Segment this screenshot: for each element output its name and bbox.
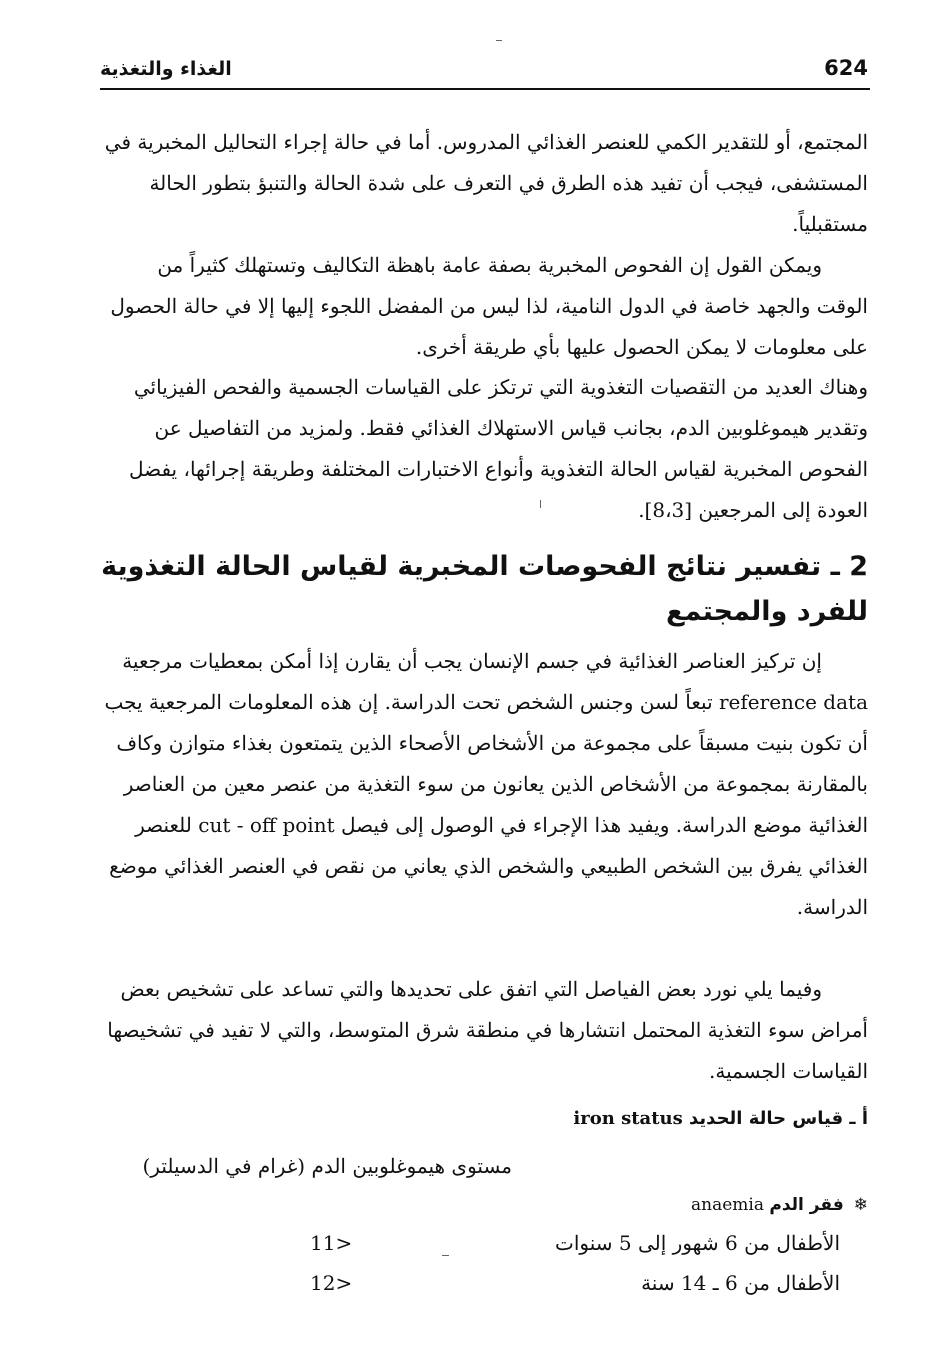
anaemia-bullet bbox=[100, 1190, 868, 1220]
age-group: الأطفال من 6 شهور إلى 5 سنوات bbox=[555, 1231, 840, 1255]
threshold-row bbox=[300, 1226, 840, 1260]
bullet-label: فقر الدم bbox=[769, 1195, 844, 1215]
paragraph-4-part-2: تبعاً لسن وجنس الشخص تحت الدراسة. إن هذه المعلومات المرجعية يجب أن تكون بنيت مسبقاً على مجموعة من الأشخاص الأصحاء الذين يتمتعون بغذاء متوازن وكاف بالمقارنة بمجموعة من الأشخاص الذين يعانون من سوء التغذية من عنصر معين من العناصر الغذائية موضع الدراسة. ويفيد هذا الإجراء في الوصول إلى فيصل bbox=[104, 690, 868, 837]
age-group: الأطفال من 6 ـ 14 سنة bbox=[641, 1271, 840, 1295]
crop-mark-top bbox=[496, 40, 502, 41]
hemoglobin-level-caption: مستوى هيموغلوبين الدم (غرام في الدسيلتر) bbox=[142, 1154, 512, 1178]
threshold-row bbox=[300, 1266, 840, 1300]
paragraph-5: وفيما يلي نورد بعض الفياصل التي اتفق على تحديدها والتي تساعد على تشخيص بعض أمراض سوء التغذية المحتمل انتشارها في منطقة شرق المتوسط، والتي لا تفيد في تشخيصها القياسات الجسمية. bbox=[107, 977, 868, 1083]
section-heading: 2 ـ تفسير نتائج الفحوصات المخبرية لقياس الحالة التغذوية للفرد والمجتمع bbox=[101, 551, 868, 627]
subsection-term: iron status bbox=[573, 1108, 683, 1129]
bullet-term: anaemia bbox=[691, 1195, 764, 1215]
term-reference-data: reference data bbox=[719, 690, 868, 714]
threshold-value: 12> bbox=[310, 1271, 353, 1295]
header-rule bbox=[100, 88, 870, 90]
paragraph-2: ويمكن القول إن الفحوص المخبرية بصفة عامة باهظة التكاليف وتستهلك كثيراً من الوقت والجهد خاصة في الدول النامية، لذا ليس من المفضل اللجوء إليها إلا في حالة الحصول على معلومات لا يمكن الحصول عليها بأي طريقة أخرى. bbox=[110, 253, 868, 359]
snowflake-icon: ❄ bbox=[853, 1195, 868, 1215]
page-number: 624 bbox=[824, 56, 868, 80]
paragraph-4-part-1: إن تركيز العناصر الغذائية في جسم الإنسان يجب أن يقارن إذا أمكن بمعطيات مرجعية bbox=[122, 649, 822, 673]
threshold-value: 11> bbox=[310, 1231, 353, 1255]
subsection-heading bbox=[100, 1104, 868, 1134]
page-header bbox=[100, 48, 868, 80]
paragraph-4 bbox=[100, 641, 868, 928]
paragraph-3: وهناك العديد من التقصيات التغذوية التي ترتكز على القياسات الجسمية والفحص الفيزيائي وتقدير هيموغلوبين الدم، بجانب قياس الاستهلاك الغذائي فقط. ولمزيد من التفاصيل عن الفحوص المخبرية لقياس الحالة التغذوية وأنواع الاختبارات المختلفة وطريقة إجرائها، يفضل العودة إلى المرجعين [8،3]. bbox=[128, 375, 868, 522]
subsection-label: أ ـ قياس حالة الحديد bbox=[689, 1108, 868, 1129]
term-cut-off-point: cut - off point bbox=[198, 813, 335, 837]
running-title: الغذاء والتغذية bbox=[100, 58, 232, 80]
paragraph-1: المجتمع، أو للتقدير الكمي للعنصر الغذائي المدروس. أما في حالة إجراء التحاليل المخبرية في المستشفى، فيجب أن تفيد هذه الطرق في التعرف على شدة الحالة والتنبؤ بتطور الحالة مستقبلياً. bbox=[104, 130, 868, 236]
paragraph-4-part-3: للعنصر الغذائي يفرق بين الشخص الطبيعي والشخص الذي يعاني من نقص في العنصر الغذائي موضع الدراسة. bbox=[109, 813, 868, 919]
